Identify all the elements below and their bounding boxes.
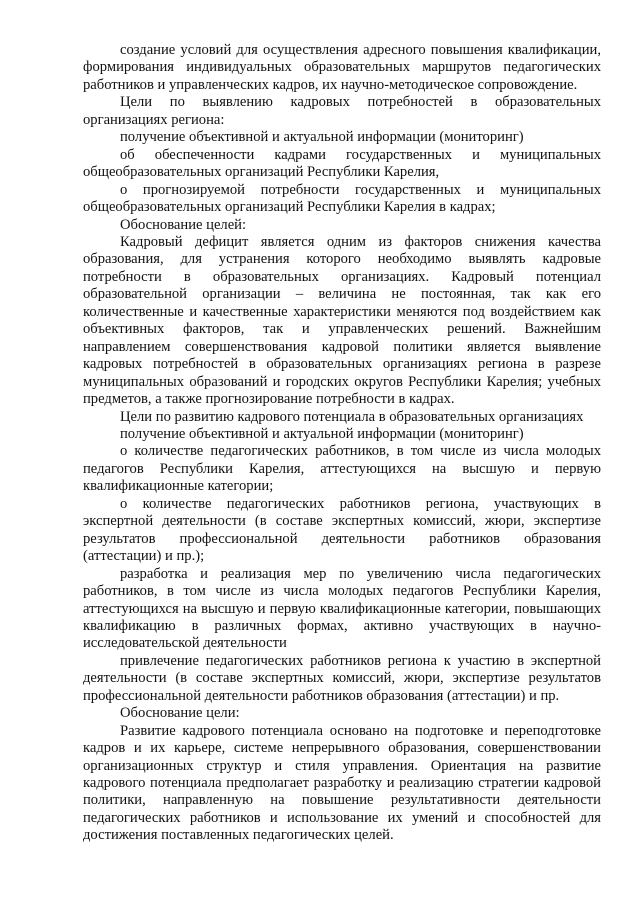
paragraph-measures-development: разработка и реализация мер по увеличению числа педагогических работников, в том числе из числа молодых педагогов Республики Карелия, аттестующихся на высшую и первую квалификационные категории, повышающих квалификацию в различных формах, активно участвующих в научно-исследовательской деятельности (83, 565, 601, 652)
paragraph-goals-rationale-heading: Обоснование целей: (120, 216, 247, 233)
paragraph-goal-rationale-heading: Обоснование цели: (120, 705, 240, 722)
paragraph-certification-count: о количестве педагогических работников, в том числе из числа молодых педагогов Республики Карелия, аттестующихся на высшую и первую квалификационные категории; (83, 443, 601, 495)
paragraph-expert-involvement: привлечение педагогических работников региона к участию в экспертной деятельности (в составе экспертных комиссий, жюри, экспертизе результатов профессиональной деятельности работников образования (аттестации) и пр. (83, 652, 601, 704)
paragraph-staffing-provision: об обеспеченности кадрами государственных и муниципальных общеобразовательных организаций Республики Карелия, (83, 146, 601, 181)
document-page (83, 42, 601, 845)
paragraph-projected-staff-demand: о прогнозируемой потребности государственных и муниципальных общеобразовательных организаций Республики Карелия в кадрах; (83, 181, 601, 216)
paragraph-staff-development-goals-heading: Цели по развитию кадрового потенциала в образовательных организациях (120, 408, 584, 425)
paragraph-staffing-needs-goals-heading: Цели по выявлению кадровых потребностей в образовательных организациях региона: (83, 94, 601, 128)
paragraph-conditions-for-training: создание условий для осуществления адресного повышения квалификации, формирования индивидуальных образовательных маршрутов педагогических работников и управленческих кадров, их научно-методическое сопровождение. (83, 42, 601, 93)
paragraph-monitoring-information-2: получение объективной и актуальной информации (мониторинг) (120, 425, 524, 442)
paragraph-staff-potential-rationale: Развитие кадрового потенциала основано на подготовке и переподготовке кадров и их карьере, системе непрерывного образования, совершенствовании организационных структур и стиля управления. Ориентация на развитие кадрового потенциала предполагает разработку и реализацию стратегии кадровой политики, направленную на повышение результативности деятельности педагогических работников и использование их умений и способностей для достижения поставленных педагогических целей. (83, 722, 601, 844)
paragraph-monitoring-information: получение объективной и актуальной информации (мониторинг) (120, 129, 524, 146)
paragraph-expert-activity-count: о количестве педагогических работников региона, участвующих в экспертной деятельности (в составе экспертных комиссий, жюри, экспертизе результатов профессиональной деятельности работников образования (аттестации) и пр.); (83, 495, 601, 565)
paragraph-staff-shortage-rationale: Кадровый дефицит является одним из факторов снижения качества образования, для устранения которого необходимо выявлять кадровые потребности в образовательных организациях. Кадровый потенциал образовательной организации – величина не постоянная, так как его количественные и качественные характеристики меняются под воздействием как объективных факторов, так и управленческих решений. Важнейшим направлением совершенствования кадровой политики является выявление кадровых потребностей в образовательных организациях региона в разрезе муниципальных образований и городских округов Республики Карелия; учебных предметов, а также прогнозирование потребности в кадрах. (83, 233, 601, 408)
